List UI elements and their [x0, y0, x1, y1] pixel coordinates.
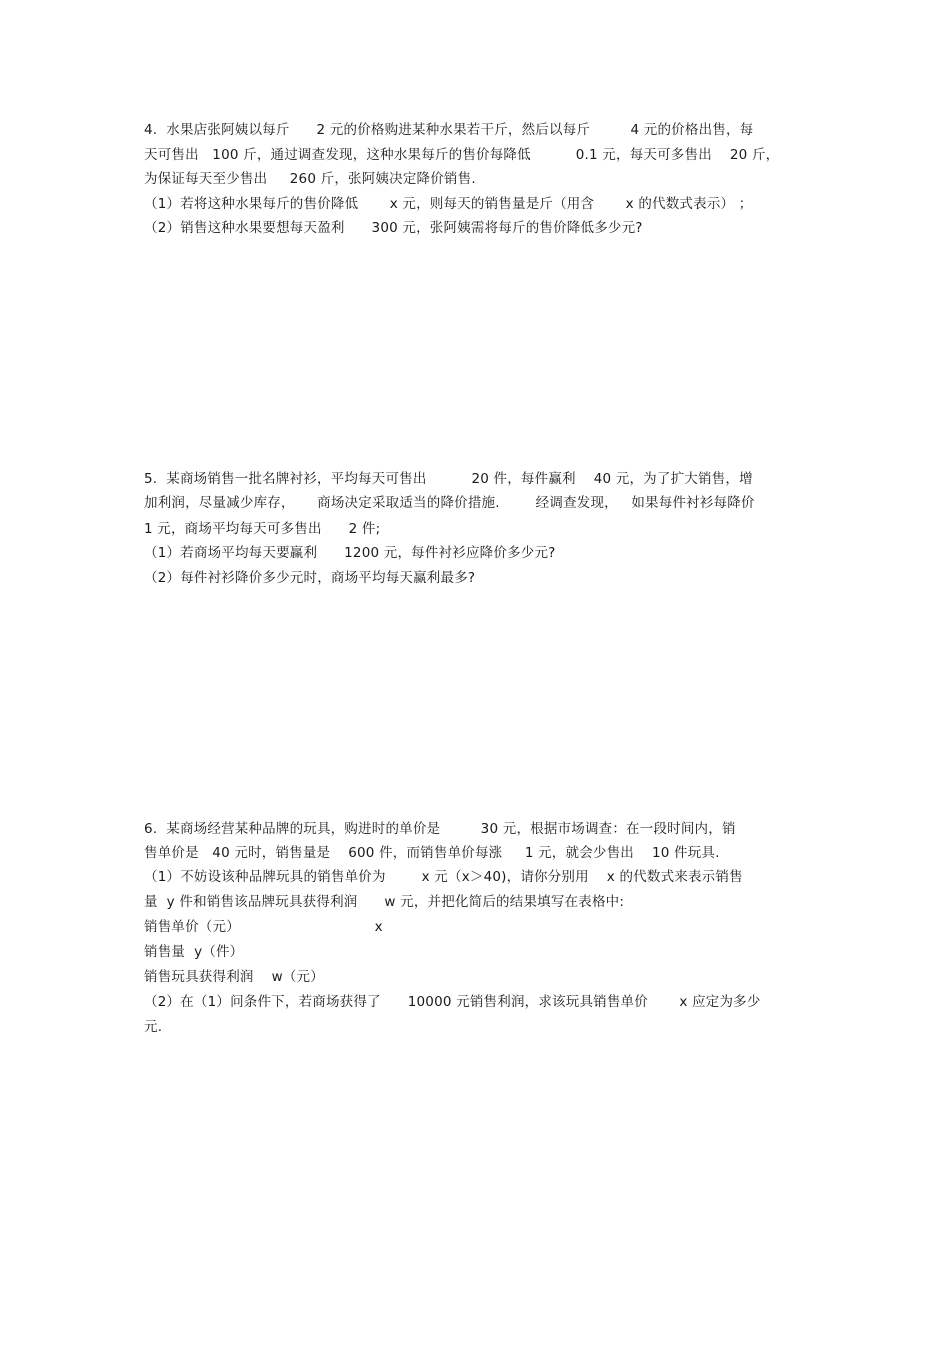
problem-4-question-1: （1）若将这种水果每斤的售价降低 x 元，则每天的销售量是斤（用含 x 的代数式表示） ；	[144, 196, 753, 212]
problem-4-line-2: 天可售出 100 斤，通过调查发现，这种水果每斤的售价每降低 0.1 元，每天可多售出 20 斤，	[144, 147, 780, 163]
problem-6-line-2: 售单价是 40 元时，销售量是 600 件，而销售单价每涨 1 元，就会少售出 10 件玩具.	[144, 845, 720, 861]
problem-5-line-1: 5. 某商场销售一批名牌衬衫，平均每天可售出 20 件，每件赢利 40 元，为了扩大销售，增	[144, 471, 753, 487]
problem-4-line-1: 4. 水果店张阿姨以每斤 2 元的价格购进某种水果若干斤，然后以每斤 4 元的价格出售，每	[144, 122, 754, 138]
problem-6-line-9: 元.	[144, 1019, 163, 1035]
table-row-profit: 销售玩具获得利润 w（元）	[144, 969, 324, 985]
problem-5-line-3: 1 元，商场平均每天可多售出 2 件;	[144, 521, 381, 537]
table-row-unit-price: 销售单价（元） x	[144, 919, 383, 935]
problem-5-line-2: 加利润，尽量减少库存， 商场决定采取适当的降价措施. 经调查发现， 如果每件衬衫每降价	[144, 495, 755, 511]
problem-6-question-1: （1）不妨设该种品牌玩具的销售单价为 x 元（x＞40)，请你分别用 x 的代数式来表示销售	[144, 869, 743, 885]
problem-6-question-2: （2）在（1）问条件下，若商场获得了 10000 元销售利润，求该玩具销售单价 x 应定为多少	[144, 994, 761, 1010]
problem-6-line-1: 6. 某商场经营某种品牌的玩具，购进时的单价是 30 元，根据市场调查：在一段时间内，销	[144, 821, 736, 837]
table-row-sales-volume: 销售量 y（件）	[144, 944, 244, 960]
problem-5-question-2: （2）每件衬衫降价多少元时，商场平均每天赢利最多?	[144, 570, 476, 586]
problem-4-question-2: （2）销售这种水果要想每天盈利 300 元，张阿姨需将每斤的售价降低多少元?	[144, 220, 643, 236]
problem-4-line-3: 为保证每天至少售出 260 斤，张阿姨决定降价销售.	[144, 171, 476, 187]
problem-5-question-1: （1）若商场平均每天要赢利 1200 元，每件衬衫应降价多少元?	[144, 545, 556, 561]
problem-6-line-4: 量 y 件和销售该品牌玩具获得利润 w 元，并把化简后的结果填写在表格中:	[144, 894, 625, 910]
